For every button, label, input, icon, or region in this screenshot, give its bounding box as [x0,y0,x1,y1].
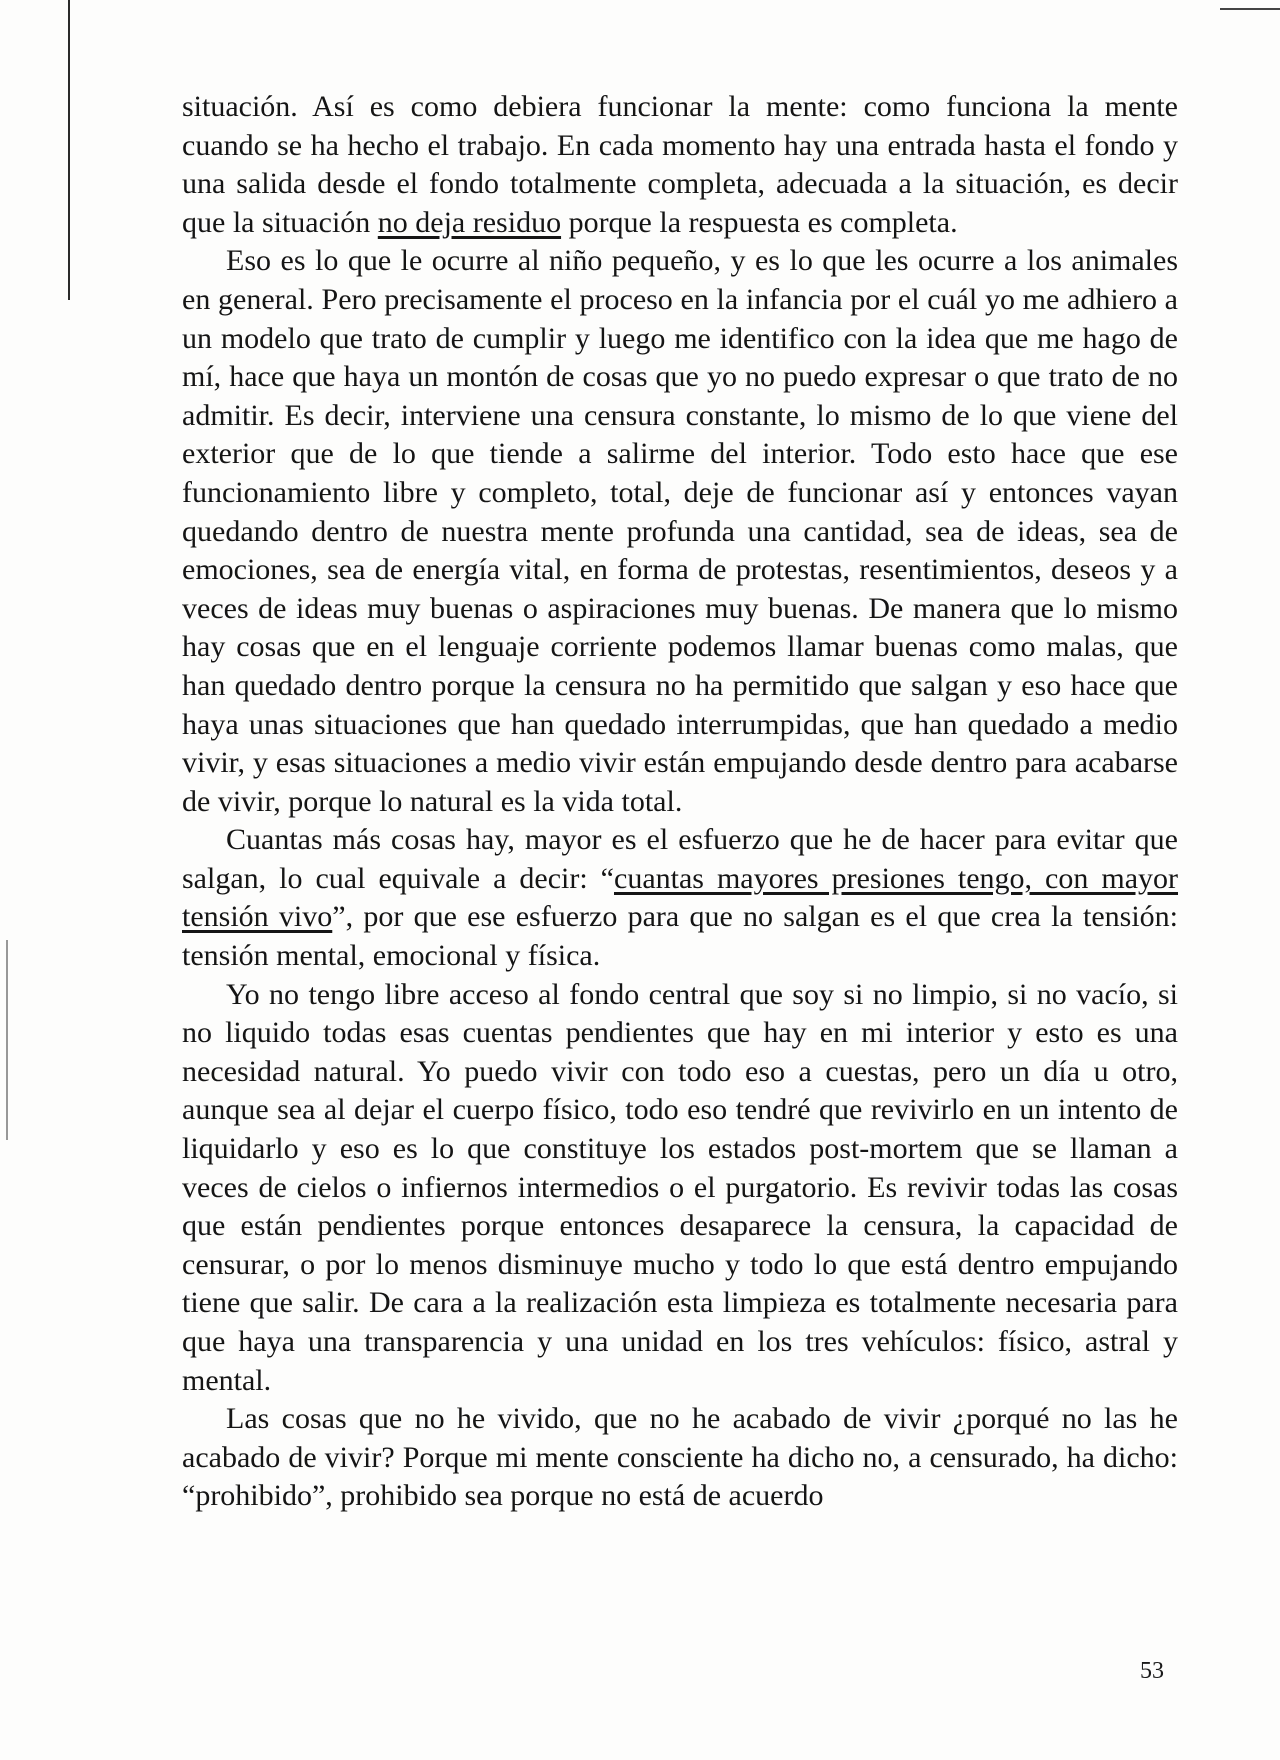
paragraph [182,88,1178,242]
paragraph [182,242,1178,821]
text-segment: Las cosas que no he vivido, que no he acabado de vivir ¿porqué no las he acabado de vivir? Porque mi mente consciente ha dicho no, a censurado, ha dicho: “prohibido”, prohibido sea porque no está de acuerdo [182,1402,1178,1513]
scan-edge-line [1220,8,1280,10]
text-segment: ”, por que ese esfuerzo para que no salgan es el que crea la tensión: tensión mental, emocional y física. [182,900,1178,973]
underlined-phrase: no deja residuo [377,205,562,239]
page-number: 53 [1140,1658,1164,1684]
paragraph [182,976,1178,1401]
text-segment: porque la respuesta es completa. [561,205,958,239]
text-segment: situación. Así es como debiera funcionar la mente: como funciona la mente cuando se ha hecho el trabajo. En cada momento hay una entrada hasta el fondo y una salida desde el fondo totalmente completa, adecuada a la situación, es decir que la situación [182,90,1178,239]
underlined-phrase: cuantas mayores presiones tengo, con mayor tensión vivo [182,861,1179,934]
text-segment: Yo no tengo libre acceso al fondo central que soy si no limpio, si no vacío, si no liquido todas esas cuentas pendientes que hay en mi interior y esto es una necesidad natural. Yo puedo vivir con todo eso a cuestas, pero un día u otro, aunque sea al dejar el cuerpo físico, todo eso tendré que revivirlo en un intento de liquidarlo y eso es lo que constituye los estados post-mortem que se llaman a veces de cielos o infiernos intermedios o el purgatorio. Es revivir todas las cosas que están pendientes porque entonces desaparece la censura, la capacidad de censurar, o por lo menos disminuye mucho y todo lo que está dentro empujando tiene que salir. De cara a la realización esta limpieza es totalmente necesaria para que haya una transparencia y una unidad en los tres vehículos: físico, astral y mental. [182,977,1178,1397]
paragraph [182,821,1178,975]
body-text [182,88,1178,1516]
text-segment: Cuantas más cosas hay, mayor es el esfuerzo que he de hacer para evitar que salgan, lo cual equivale a decir: “ [182,823,1178,895]
scan-edge-line [6,940,8,1140]
paragraph [182,1400,1178,1516]
text-segment: Eso es lo que le ocurre al niño pequeño, y es lo que les ocurre a los animales en general. Pero precisamente el proceso en la infancia por el cuál yo me adhiero a un modelo que trato de cumplir y luego me identifico con la idea que me hago de mí, hace que haya un montón de cosas que yo no puedo expresar o que trato de no admitir. Es decir, interviene una censura constante, lo mismo de lo que viene del exterior que de lo que tiende a salirme del interior. Todo esto hace que ese funcionamiento libre y completo, total, deje de funcionar así y entonces vayan quedando dentro de nuestra mente profunda una cantidad, sea de ideas, sea de emociones, sea de energía vital, en forma de protestas, resentimientos, deseos y a veces de ideas muy buenas o aspiraciones muy buenas. De manera que lo mismo hay cosas que en el lenguaje corriente podemos llamar buenas como malas, que han quedado dentro porque la censura no ha permitido que salgan y eso hace que haya unas situaciones que han quedado interrumpidas, que han quedado a medio vivir, y esas situaciones a medio vivir están empujando desde dentro para acabarse de vivir, porque lo natural es la vida total. [182,244,1178,818]
scan-edge-line [68,0,70,300]
